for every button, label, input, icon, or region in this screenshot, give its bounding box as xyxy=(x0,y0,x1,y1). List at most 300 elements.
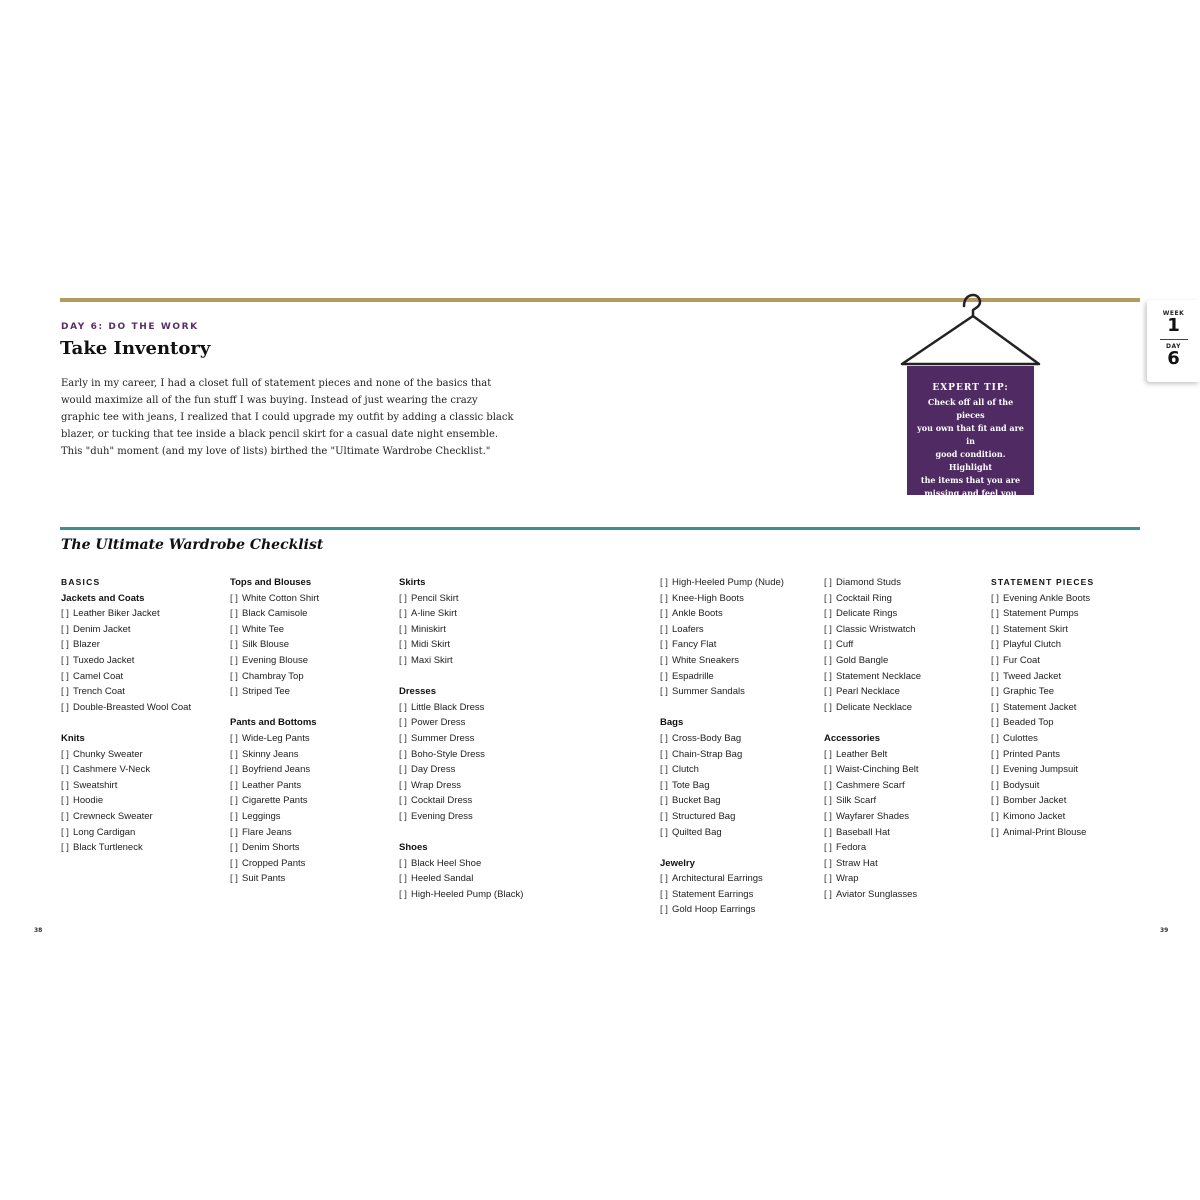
checklist-item[interactable] xyxy=(824,871,984,887)
checkbox-icon[interactable]: [ ] xyxy=(399,810,407,822)
checklist-item[interactable] xyxy=(61,840,221,856)
checklist-item[interactable] xyxy=(660,622,820,638)
checklist-item-label: Double-Breasted Wool Coat xyxy=(73,701,192,713)
checklist-section-title: Accessories xyxy=(824,732,880,744)
checklist-item-label: Power Dress xyxy=(411,717,466,729)
checklist-item-label: Pearl Necklace xyxy=(836,686,900,698)
checklist-item-label: White Sneakers xyxy=(672,654,740,666)
checkbox-icon[interactable]: [ ] xyxy=(230,639,238,651)
checklist-item[interactable] xyxy=(991,762,1151,778)
checklist-item-label: Evening Jumpsuit xyxy=(1003,764,1078,776)
checkbox-icon[interactable]: [ ] xyxy=(660,904,668,916)
checkbox-icon[interactable]: [ ] xyxy=(399,717,407,729)
checklist-item[interactable] xyxy=(61,778,221,794)
checklist-item-label: Hoodie xyxy=(73,795,104,807)
checkbox-icon[interactable]: [ ] xyxy=(824,623,832,635)
checklist-item[interactable] xyxy=(230,778,390,794)
checklist-item[interactable] xyxy=(399,715,559,731)
checklist-item[interactable] xyxy=(230,793,390,809)
expert-tip-line: missing and feel you need xyxy=(924,488,1017,511)
checklist-item[interactable] xyxy=(824,762,984,778)
checkbox-icon[interactable]: [ ] xyxy=(824,639,832,651)
checkbox-icon[interactable]: [ ] xyxy=(824,888,832,900)
checkbox-icon[interactable]: [ ] xyxy=(991,654,999,666)
checklist-item-label: Bodysuit xyxy=(1003,779,1040,791)
checklist-item-label: Evening Ankle Boots xyxy=(1003,592,1091,604)
checklist-item-label: Flare Jeans xyxy=(242,826,292,838)
checkbox-icon[interactable]: [ ] xyxy=(399,748,407,760)
checklist-item[interactable] xyxy=(61,637,221,653)
checklist-item[interactable] xyxy=(660,902,820,918)
checkbox-icon[interactable]: [ ] xyxy=(61,795,69,807)
checkbox-icon[interactable]: [ ] xyxy=(824,764,832,776)
checklist-item[interactable] xyxy=(61,606,221,622)
checklist-item[interactable] xyxy=(230,731,390,747)
page-number-right: 39 xyxy=(1160,927,1169,934)
checklist-item[interactable] xyxy=(824,778,984,794)
checkbox-icon[interactable]: [ ] xyxy=(991,810,999,822)
checkbox-icon[interactable]: [ ] xyxy=(61,701,69,713)
checkbox-icon[interactable]: [ ] xyxy=(399,608,407,620)
checklist-item-label: Striped Tee xyxy=(242,686,290,698)
checklist-item[interactable] xyxy=(399,731,559,747)
checklist-item[interactable] xyxy=(991,700,1151,716)
checklist-item-label: Espadrille xyxy=(672,670,714,682)
checkbox-icon[interactable]: [ ] xyxy=(991,608,999,620)
checklist-item[interactable] xyxy=(991,591,1151,607)
checklist-item[interactable] xyxy=(61,825,221,841)
section-spacer xyxy=(660,840,820,856)
checkbox-icon[interactable]: [ ] xyxy=(399,701,407,713)
checklist-section-title: Skirts xyxy=(399,577,426,588)
checkbox-icon[interactable]: [ ] xyxy=(991,701,999,713)
checkbox-icon[interactable]: [ ] xyxy=(230,842,238,854)
checkbox-icon[interactable]: [ ] xyxy=(230,857,238,869)
checkbox-icon[interactable]: [ ] xyxy=(399,795,407,807)
checklist-item-label: Cropped Pants xyxy=(242,857,306,869)
checklist-item-label: Classic Wristwatch xyxy=(836,623,916,635)
checklist-item[interactable] xyxy=(230,762,390,778)
checkbox-icon[interactable]: [ ] xyxy=(61,810,69,822)
checkbox-icon[interactable]: [ ] xyxy=(399,888,407,900)
section-spacer xyxy=(660,700,820,716)
checkbox-icon[interactable]: [ ] xyxy=(399,764,407,776)
checklist-item-label: Architectural Earrings xyxy=(672,873,763,885)
checklist-item-label: Fancy Flat xyxy=(672,639,717,651)
checklist-section-title: Tops and Blouses xyxy=(230,577,312,588)
checkbox-icon[interactable]: [ ] xyxy=(230,686,238,698)
checklist-item[interactable] xyxy=(61,793,221,809)
checkbox-icon[interactable]: [ ] xyxy=(824,795,832,807)
checklist-item-label: Trench Coat xyxy=(73,686,125,698)
checkbox-icon[interactable]: [ ] xyxy=(660,639,668,651)
checklist-item[interactable] xyxy=(824,669,984,685)
checklist-item[interactable] xyxy=(824,887,984,903)
checkbox-icon[interactable]: [ ] xyxy=(824,779,832,791)
checklist-item-label: Playful Clutch xyxy=(1003,639,1062,651)
checklist-item[interactable] xyxy=(230,591,390,607)
checkbox-icon[interactable]: [ ] xyxy=(61,654,69,666)
checklist-item[interactable] xyxy=(230,747,390,763)
checklist-item[interactable] xyxy=(824,856,984,872)
checklist-item-label: Cocktail Ring xyxy=(836,592,892,604)
checkbox-icon[interactable]: [ ] xyxy=(660,873,668,885)
checkbox-icon[interactable]: [ ] xyxy=(824,608,832,620)
checklist-item[interactable] xyxy=(230,856,390,872)
checklist-item[interactable] xyxy=(399,747,559,763)
checklist-item-label: Sweatshirt xyxy=(73,779,118,791)
checklist-item[interactable] xyxy=(230,840,390,856)
checkbox-icon[interactable]: [ ] xyxy=(824,654,832,666)
checklist-item-label: Black Camisole xyxy=(242,608,308,620)
checklist-item[interactable] xyxy=(824,809,984,825)
checklist-item-label: Aviator Sunglasses xyxy=(836,888,918,900)
checklist-item[interactable] xyxy=(660,591,820,607)
checklist-item[interactable] xyxy=(61,622,221,638)
checklist-item[interactable] xyxy=(824,684,984,700)
checklist-item[interactable] xyxy=(660,731,820,747)
checkbox-icon[interactable]: [ ] xyxy=(230,810,238,822)
checkbox-icon[interactable]: [ ] xyxy=(991,592,999,604)
checkbox-icon[interactable]: [ ] xyxy=(660,592,668,604)
checkbox-icon[interactable]: [ ] xyxy=(824,686,832,698)
checklist-item[interactable] xyxy=(660,653,820,669)
checkbox-icon[interactable]: [ ] xyxy=(660,577,668,588)
checklist-item[interactable] xyxy=(399,653,559,669)
checklist-item[interactable] xyxy=(824,622,984,638)
day-number: 6 xyxy=(1167,348,1180,369)
checklist-item[interactable] xyxy=(660,684,820,700)
checklist-item[interactable] xyxy=(660,793,820,809)
week-day-tab xyxy=(1147,300,1200,382)
checklist-item-label: Wayfarer Shades xyxy=(836,810,910,822)
checkbox-icon[interactable]: [ ] xyxy=(660,654,668,666)
checklist-item[interactable] xyxy=(660,575,820,591)
checklist-item-label: Cashmere V-Neck xyxy=(73,764,151,776)
checklist-item[interactable] xyxy=(824,606,984,622)
checklist-item-label: Fedora xyxy=(836,842,867,854)
checklist-item[interactable] xyxy=(991,793,1151,809)
checklist-item-label: Diamond Studs xyxy=(836,577,901,588)
checklist-item-label: Black Turtleneck xyxy=(73,842,143,854)
checkbox-icon[interactable]: [ ] xyxy=(399,857,407,869)
checklist-item-label: Day Dress xyxy=(411,764,456,776)
checkbox-icon[interactable]: [ ] xyxy=(61,748,69,760)
checklist-column xyxy=(61,575,221,856)
checkbox-icon[interactable]: [ ] xyxy=(991,748,999,760)
checkbox-icon[interactable]: [ ] xyxy=(230,779,238,791)
checklist-item[interactable] xyxy=(61,762,221,778)
checkbox-icon[interactable]: [ ] xyxy=(660,686,668,698)
checklist-item[interactable] xyxy=(399,793,559,809)
checklist-item-label: Boyfriend Jeans xyxy=(242,764,311,776)
day-label-tab: DAY xyxy=(1166,343,1181,350)
expert-tip-line: Check off all of the pieces xyxy=(927,397,1014,420)
checklist-item[interactable] xyxy=(399,809,559,825)
checklist-item[interactable] xyxy=(61,669,221,685)
checkbox-icon[interactable]: [ ] xyxy=(824,810,832,822)
checkbox-icon[interactable]: [ ] xyxy=(991,670,999,682)
checklist-item[interactable] xyxy=(824,825,984,841)
checklist-section-title: Knits xyxy=(61,732,85,744)
week-number: 1 xyxy=(1167,315,1180,336)
tab-divider xyxy=(1160,339,1188,340)
checklist-item-label: Miniskirt xyxy=(411,623,446,635)
checkbox-icon[interactable]: [ ] xyxy=(61,608,69,620)
checkbox-icon[interactable]: [ ] xyxy=(824,748,832,760)
checklist-item[interactable] xyxy=(660,887,820,903)
intro-line: This "duh" moment (and my love of lists) birthed the "Ultimate Wardrobe Checklist." xyxy=(61,446,491,457)
checkbox-icon[interactable]: [ ] xyxy=(660,888,668,900)
intro-paragraph xyxy=(61,375,556,460)
checkbox-icon[interactable]: [ ] xyxy=(824,577,832,588)
checklist-item-label: Cigarette Pants xyxy=(242,795,308,807)
checklist-item[interactable] xyxy=(991,653,1151,669)
checklist-section-title: Shoes xyxy=(399,842,428,854)
checklist-item[interactable] xyxy=(824,575,984,591)
checklist-section-title: Dresses xyxy=(399,686,436,698)
checkbox-icon[interactable]: [ ] xyxy=(660,779,668,791)
checkbox-icon[interactable]: [ ] xyxy=(991,623,999,635)
checkbox-icon[interactable]: [ ] xyxy=(824,592,832,604)
checkbox-icon[interactable]: [ ] xyxy=(660,623,668,635)
checklist-item-label: Structured Bag xyxy=(672,810,736,822)
checklist-item[interactable] xyxy=(61,684,221,700)
checklist-item[interactable] xyxy=(991,731,1151,747)
checkbox-icon[interactable]: [ ] xyxy=(660,826,668,838)
checklist-item[interactable] xyxy=(660,825,820,841)
checkbox-icon[interactable]: [ ] xyxy=(660,795,668,807)
checklist-item[interactable] xyxy=(399,606,559,622)
intro-line: graphic tee with jeans, I realized that I could upgrade my outfit by adding a classic black xyxy=(61,412,514,423)
intro-line: blazer, or tucking that tee inside a black pencil skirt for a casual date night ensemble. xyxy=(61,429,499,440)
checklist-item[interactable] xyxy=(991,622,1151,638)
checkbox-icon[interactable]: [ ] xyxy=(660,670,668,682)
checklist-item[interactable] xyxy=(660,762,820,778)
checkbox-icon[interactable]: [ ] xyxy=(61,670,69,682)
checklist-column xyxy=(399,575,559,902)
checklist-item-label: Blazer xyxy=(73,639,100,651)
section-spacer xyxy=(399,669,559,685)
checkbox-icon[interactable]: [ ] xyxy=(991,764,999,776)
checkbox-icon[interactable]: [ ] xyxy=(230,826,238,838)
checklist-item-label: Wrap Dress xyxy=(411,779,461,791)
checklist-item[interactable] xyxy=(991,809,1151,825)
checklist-item-label: Statement Pumps xyxy=(1003,608,1079,620)
checklist-item-label: Chunky Sweater xyxy=(73,748,143,760)
checkbox-icon[interactable]: [ ] xyxy=(991,732,999,744)
checklist-item-label: Skinny Jeans xyxy=(242,748,299,760)
checklist-item[interactable] xyxy=(991,684,1151,700)
checklist-item-label: Cocktail Dress xyxy=(411,795,473,807)
checklist-item[interactable] xyxy=(399,871,559,887)
checklist-item[interactable] xyxy=(230,622,390,638)
checkbox-icon[interactable]: [ ] xyxy=(824,670,832,682)
checklist-item-label: Culottes xyxy=(1003,732,1038,744)
checklist-item[interactable] xyxy=(230,809,390,825)
checklist-item[interactable] xyxy=(61,747,221,763)
checkbox-icon[interactable]: [ ] xyxy=(230,795,238,807)
checklist-item[interactable] xyxy=(660,778,820,794)
checkbox-icon[interactable]: [ ] xyxy=(991,826,999,838)
checklist-item[interactable] xyxy=(660,809,820,825)
checkbox-icon[interactable]: [ ] xyxy=(991,779,999,791)
checklist-item-label: Quilted Bag xyxy=(672,826,722,838)
checklist-item[interactable] xyxy=(230,669,390,685)
checklist-item[interactable] xyxy=(660,747,820,763)
checklist-item[interactable] xyxy=(230,606,390,622)
checklist-item-label: Little Black Dress xyxy=(411,701,485,713)
checklist-item-label: Heeled Sandal xyxy=(411,873,474,885)
checklist-item-label: Evening Dress xyxy=(411,810,473,822)
checkbox-icon[interactable]: [ ] xyxy=(660,764,668,776)
checklist-item[interactable] xyxy=(991,825,1151,841)
checklist-item-label: Delicate Necklace xyxy=(836,701,913,713)
checkbox-icon[interactable]: [ ] xyxy=(399,592,407,604)
checkbox-icon[interactable]: [ ] xyxy=(230,592,238,604)
checklist-item[interactable] xyxy=(991,778,1151,794)
checklist-item[interactable] xyxy=(399,591,559,607)
checklist-item-label: Waist-Cinching Belt xyxy=(836,764,919,776)
checkbox-icon[interactable]: [ ] xyxy=(991,639,999,651)
checkbox-icon[interactable]: [ ] xyxy=(61,639,69,651)
checklist-item-label: Statement Jacket xyxy=(1003,701,1077,713)
checkbox-icon[interactable]: [ ] xyxy=(399,873,407,885)
checklist-group-label: STATEMENT PIECES xyxy=(991,577,1095,587)
checklist-item-label: Clutch xyxy=(672,764,699,776)
day-label: DAY 6: DO THE WORK xyxy=(61,322,199,332)
checklist-item[interactable] xyxy=(61,653,221,669)
checklist-section-title: Jewelry xyxy=(660,857,695,869)
checklist-item[interactable] xyxy=(991,637,1151,653)
checkbox-icon[interactable]: [ ] xyxy=(660,810,668,822)
checklist-item-label: Bucket Bag xyxy=(672,795,721,807)
expert-tip-line: the items that you are xyxy=(920,475,1021,485)
expert-tip-line: good condition. Highlight xyxy=(935,449,1006,472)
checkbox-icon[interactable]: [ ] xyxy=(660,748,668,760)
checklist-item-label: Fur Coat xyxy=(1003,654,1040,666)
checklist-item[interactable] xyxy=(660,871,820,887)
checkbox-icon[interactable]: [ ] xyxy=(660,732,668,744)
checklist-item-label: Crewneck Sweater xyxy=(73,810,153,822)
checklist-item[interactable] xyxy=(991,606,1151,622)
checkbox-icon[interactable]: [ ] xyxy=(61,686,69,698)
checklist-item-label: Loafers xyxy=(672,623,704,635)
checklist-item[interactable] xyxy=(824,840,984,856)
checkbox-icon[interactable]: [ ] xyxy=(399,732,407,744)
checklist-item-label: Silk Blouse xyxy=(242,639,289,651)
checklist-item[interactable] xyxy=(824,747,984,763)
checkbox-icon[interactable]: [ ] xyxy=(230,623,238,635)
checkbox-icon[interactable]: [ ] xyxy=(61,764,69,776)
intro-line: would maximize all of the fun stuff I was buying. Instead of just wearing the crazy xyxy=(61,395,478,406)
checklist-item[interactable] xyxy=(991,747,1151,763)
checklist-section-title: Pants and Bottoms xyxy=(230,717,317,729)
checkbox-icon[interactable]: [ ] xyxy=(660,608,668,620)
checkbox-icon[interactable]: [ ] xyxy=(230,764,238,776)
checklist-item[interactable] xyxy=(824,653,984,669)
checkbox-icon[interactable]: [ ] xyxy=(991,686,999,698)
checkbox-icon[interactable]: [ ] xyxy=(61,842,69,854)
checkbox-icon[interactable]: [ ] xyxy=(230,873,238,885)
checklist-item[interactable] xyxy=(230,825,390,841)
checkbox-icon[interactable]: [ ] xyxy=(230,608,238,620)
checklist-item[interactable] xyxy=(61,700,221,716)
checklist-item-label: High-Heeled Pump (Nude) xyxy=(672,577,784,588)
page-number-left: 38 xyxy=(34,927,43,934)
checkbox-icon[interactable]: [ ] xyxy=(824,842,832,854)
checklist-item-label: Long Cardigan xyxy=(73,826,136,838)
checklist-item[interactable] xyxy=(399,700,559,716)
checklist-item-label: Maxi Skirt xyxy=(411,654,453,666)
checklist-item[interactable] xyxy=(660,669,820,685)
checklist-item-label: Statement Necklace xyxy=(836,670,922,682)
checklist-item[interactable] xyxy=(824,637,984,653)
checkbox-icon[interactable]: [ ] xyxy=(230,748,238,760)
checkbox-icon[interactable]: [ ] xyxy=(230,654,238,666)
checklist-item[interactable] xyxy=(399,887,559,903)
checkbox-icon[interactable]: [ ] xyxy=(991,795,999,807)
checklist-item[interactable] xyxy=(399,622,559,638)
checklist-item-label: Leather Biker Jacket xyxy=(73,608,160,620)
checklist-item-label: Midi Skirt xyxy=(411,639,451,651)
checklist-item[interactable] xyxy=(824,793,984,809)
section-rule xyxy=(60,527,1140,530)
checklist-item-label: Leather Belt xyxy=(836,748,888,760)
checklist-item-label: Summer Sandals xyxy=(672,686,745,698)
checkbox-icon[interactable]: [ ] xyxy=(61,623,69,635)
checkbox-icon[interactable]: [ ] xyxy=(61,826,69,838)
week-label: WEEK xyxy=(1162,310,1185,317)
checkbox-icon[interactable]: [ ] xyxy=(824,873,832,885)
checklist-item-label: Tuxedo Jacket xyxy=(73,654,135,666)
checkbox-icon[interactable]: [ ] xyxy=(824,857,832,869)
checklist-item[interactable] xyxy=(230,653,390,669)
checklist-item[interactable] xyxy=(61,809,221,825)
checklist-item[interactable] xyxy=(991,669,1151,685)
checklist-item[interactable] xyxy=(824,700,984,716)
checkbox-icon[interactable]: [ ] xyxy=(399,779,407,791)
checkbox-icon[interactable]: [ ] xyxy=(230,732,238,744)
checklist-item-label: Leather Pants xyxy=(242,779,302,791)
checklist-item[interactable] xyxy=(230,871,390,887)
checklist-item-label: Silk Scarf xyxy=(836,795,877,807)
checklist-item[interactable] xyxy=(230,684,390,700)
checklist-item-label: Baseball Hat xyxy=(836,826,890,838)
checklist-title: The Ultimate Wardrobe Checklist xyxy=(61,537,324,553)
checkbox-icon[interactable]: [ ] xyxy=(399,654,407,666)
checkbox-icon[interactable]: [ ] xyxy=(61,779,69,791)
checklist-item-label: Chambray Top xyxy=(242,670,304,682)
checklist-item[interactable] xyxy=(399,856,559,872)
checkbox-icon[interactable]: [ ] xyxy=(991,717,999,729)
checkbox-icon[interactable]: [ ] xyxy=(399,639,407,651)
checkbox-icon[interactable]: [ ] xyxy=(824,826,832,838)
checklist-item-label: Ankle Boots xyxy=(672,608,723,620)
checklist-item[interactable] xyxy=(991,715,1151,731)
checklist-item[interactable] xyxy=(230,637,390,653)
checklist-item[interactable] xyxy=(399,762,559,778)
checklist-item[interactable] xyxy=(824,591,984,607)
checkbox-icon[interactable]: [ ] xyxy=(399,623,407,635)
checklist-item[interactable] xyxy=(399,778,559,794)
checklist-item[interactable] xyxy=(399,637,559,653)
checkbox-icon[interactable]: [ ] xyxy=(824,701,832,713)
checkbox-icon[interactable]: [ ] xyxy=(230,670,238,682)
checklist-item[interactable] xyxy=(660,606,820,622)
page-title: Take Inventory xyxy=(60,338,211,359)
checklist-item[interactable] xyxy=(660,637,820,653)
